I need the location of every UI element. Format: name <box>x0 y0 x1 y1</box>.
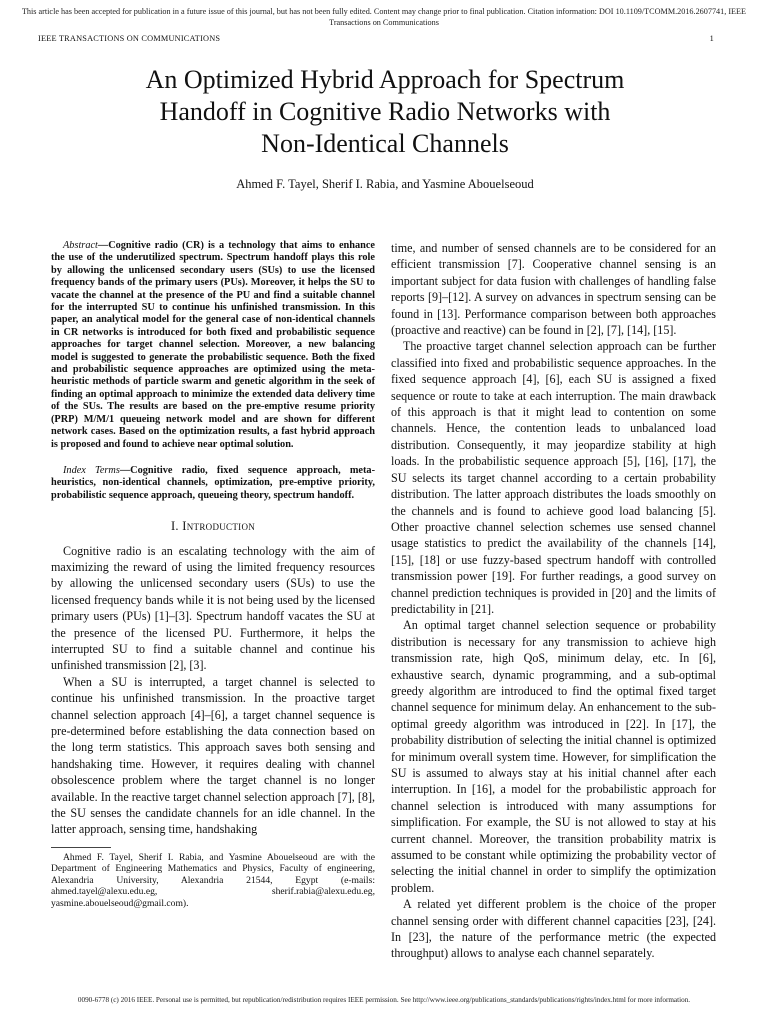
author-list: Ahmed F. Tayel, Sherif I. Rabia, and Yasmine Abouelseoud <box>236 177 534 191</box>
body-paragraph: time, and number of sensed channels are to be considered for an efficient transmission [7]. Cooperative channel sensing is an important subject for data fusion with challenges of handling false reports [9]–[12]. A survey on advances in spectrum sensing can be found in [13]. Performance comparison between both approaches (proactive and reactive) can be found in [2], [7], [14], [15]. <box>391 241 716 338</box>
section-title: Introduction <box>182 519 256 534</box>
notice-line-1: This article has been accepted for publication in a future issue of this journal, but has not been fully edited. Content may change prior to final publication. Citation information: DOI 10.1109/TCOMM.2016.2607741, IEEE <box>21 7 747 16</box>
section-number: I. <box>170 519 179 534</box>
footnote-rule <box>51 847 111 848</box>
body-paragraph: A related yet different problem is the choice of the proper channel sensing order with different channel capacities [23], [24]. In [23], the nature of the performance metric (the expected throughput) allows to analyse each channel separately. <box>391 897 716 961</box>
page-number: 1 <box>709 34 714 43</box>
running-head <box>38 34 714 43</box>
index-terms-text: —Cognitive radio, fixed sequence approach, meta-heuristics, non-identical channels, optimization, pre-emptive priority, probabilistic sequence approach, queueing theory, spectrum handoff. <box>51 464 375 501</box>
abstract <box>51 240 375 451</box>
journal-name: IEEE TRANSACTIONS ON COMMUNICATIONS <box>38 34 221 43</box>
right-column <box>391 240 716 962</box>
body-paragraph: When a SU is interrupted, a target channel is selected to continue his unfinished transmission. In the proactive target channel selection approach [4]–[6], a target channel sequence is pre-determined before establishing the data connection based on the long term statistics. This approach saves both sensing and handshaking time. However, it requires dealing with channel obsolescence problem where the target channel is no longer available. In the reactive target channel selection approach [7], [8], the SU senses the candidate channels for an idle channel. In the latter approach, sensing time, handshaking <box>51 674 375 837</box>
title-line-3: Non-Identical Channels <box>261 129 509 158</box>
index-terms-label: Index Terms <box>63 464 120 476</box>
paper-title <box>40 64 730 160</box>
body-paragraph: Cognitive radio is an escalating technology with the aim of maximizing the reward of using the limited frequency resources by allowing the unlicensed secondary users (SUs) to use the licensed frequency bands while it is not being used by the licensed primary users (PUs) [1]–[3]. Spectrum handoff vacates the SU at the presence of the licensed PU. Furthermore, it helps the interrupted SU to find a suitable channel and continue his unfinished transmission [2], [3]. <box>51 543 375 673</box>
left-column <box>51 240 375 838</box>
body-paragraph: An optimal target channel selection sequence or probability distribution is necessary for any transmission to achieve high transmission rate, high QoS, minimum delay, etc. In [6], exhaustive search, dynamic programming, and a sub-optimal greedy algorithm are introduced to find the optimal fixed target channel sequence for minimum delay. An enhancement to the sub-optimal greedy algorithm was introduced in [22]. In [17], the probability distribution of selecting the initial channel is optimized for minimum overall system time. However, for simplification the SU is assumed to always stay at his initial channel after each interruption. In [16], a model for the probabilistic approach for channel selection is introduced with many assumptions for simplification. For example, the SU is not allowed to stay at his current channel. Moreover, the transition probability matrix is assumed to be constant while optimizing the probability vector of selecting the initial channel in order to simplify the optimization problem. <box>391 618 716 895</box>
index-terms <box>51 465 375 502</box>
abstract-label: Abstract <box>63 240 98 251</box>
abstract-text: —Cognitive radio (CR) is a technology that aims to enhance the use of the underutilized spectrum. Spectrum handoff plays this role by allowing the unlicensed secondary users (SUs) to use the licensed frequency bands of the primary users (PUs). Moreover, it helps the SU to vacate the channel at the presence of the PU and find a suitable channel for the interrupted SU to continue his unfinished transmission. In this paper, an analytical model for the general case of non-identical channels in CR networks is introduced for both fixed and probabilistic sequence approaches for target channel selection. Moreover, a new balancing model is suggested to generate the probabilistic sequence. Both the fixed and probabilistic sequence approaches are optimized using the meta-heuristic methods of particle swarm and genetic algorithm in the seek of finding an optimal approach to minimize the extended data delivery time of the SUs. The results are based on the pre-emptive resume priority (PRP) M/M/1 queueing network model and are shown for different network cases. Based on the optimization results, a fast hybrid approach is proposed and found to achieve near optimal solution. <box>51 240 375 450</box>
publication-notice <box>14 6 754 28</box>
title-line-2: Handoff in Cognitive Radio Networks with <box>159 97 611 126</box>
author-affiliation-footnote: Ahmed F. Tayel, Sherif I. Rabia, and Yasmine Abouelseoud are with the Department of Engineering Mathematics and Physics, Faculty of engineering, Alexandria University, Alexandria 21544, Egypt (e-mails: ahmed.tayel@alexu.edu.eg, sherif.rabia@alexu.edu.eg, yasmine.abouelseoud@gmail.com). <box>51 852 375 909</box>
title-line-1: An Optimized Hybrid Approach for Spectrum <box>145 65 625 94</box>
section-heading-introduction <box>51 518 375 534</box>
body-paragraph: The proactive target channel selection approach can be further classified into fixed and probabilistic sequence approaches. In the fixed sequence approach [4], [6], each SU is assigned a fixed sequence or route to take at each interruption. The main drawback of this approach is that it might lead to contention on some channels. Hence, the contention leads to unbalanced load distribution. Consequently, it may jeopardize stability at high loads. In the probabilistic sequence approach [5], [16], [17], the SU selects its target channel according to a certain probability distribution. The latter approach distributes the loads smoothly on the channels and is found to achieve good load balancing [5]. Other proactive channel selection schemes use sensed channel usage statistics to predict the availability of the channels [14], [15], [18] or use fuzzy-based spectrum handoff with controlled transmission power [19]. For further readings, a good survey on channel prediction techniques is provided in [20] and the limits of predictability in [21]. <box>391 339 716 616</box>
copyright-notice: 0090-6778 (c) 2016 IEEE. Personal use is permitted, but republication/redistribution requires IEEE permission. See http://www.ieee.org/publications_standards/publications/rights/index.html for more information. <box>77 996 691 1004</box>
notice-line-2: Transactions on Communications <box>329 18 439 27</box>
